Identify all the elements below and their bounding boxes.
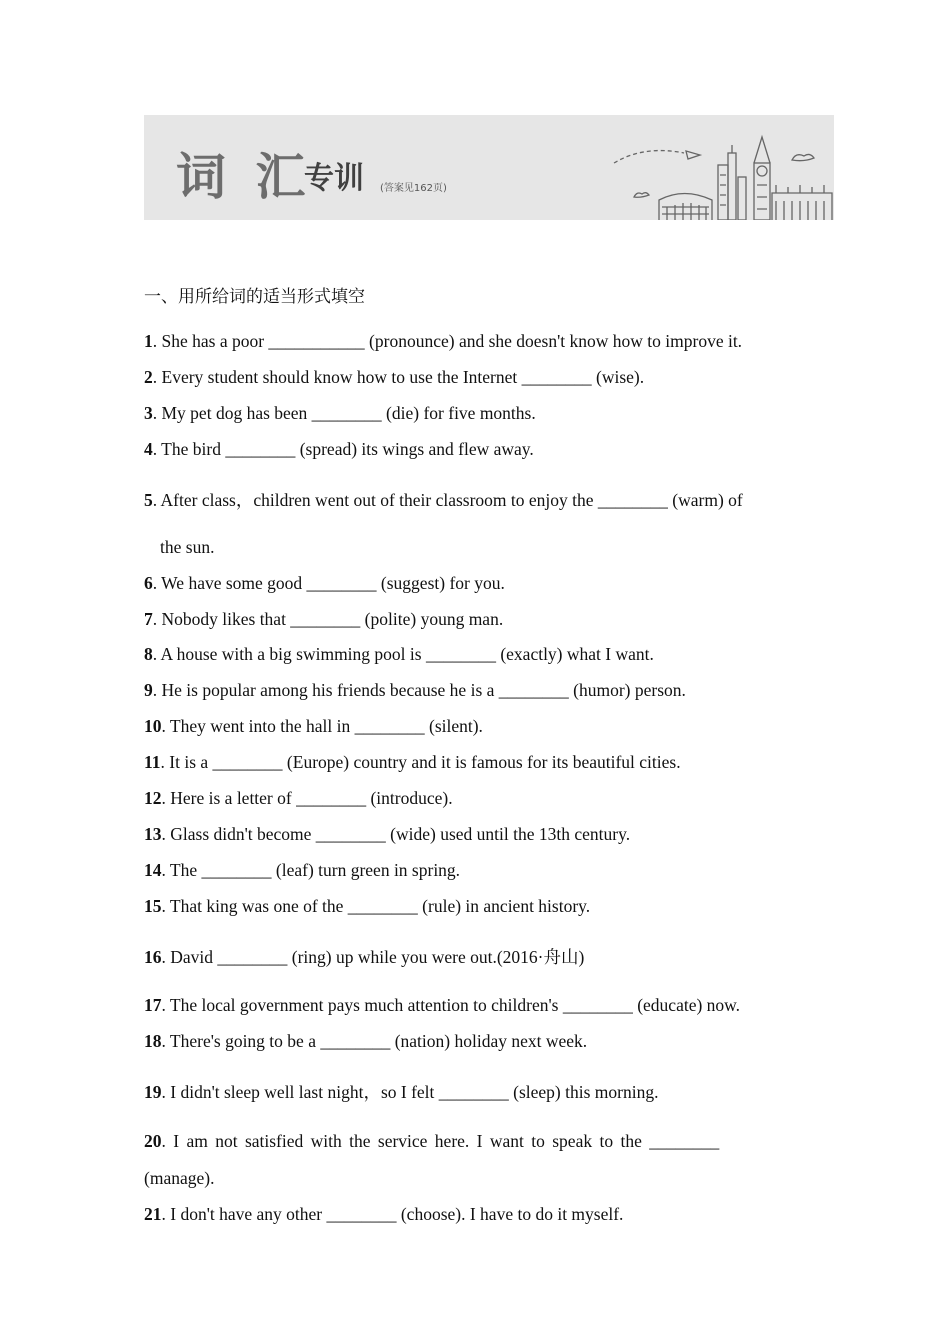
question-17 bbox=[144, 993, 810, 1017]
header-banner bbox=[144, 115, 834, 220]
question-text: . Glass didn't become ________ (wide) used until the 13th century. bbox=[161, 824, 631, 844]
question-text: . It is a ________ (Europe) country and it is famous for its beautiful cities. bbox=[160, 752, 681, 772]
section-title: 一、用所给词的适当形式填空 bbox=[144, 287, 365, 307]
question-4 bbox=[144, 437, 810, 461]
question-19 bbox=[144, 1080, 810, 1104]
question-3 bbox=[144, 401, 810, 425]
question-number: 7 bbox=[144, 609, 153, 629]
question-5 bbox=[144, 488, 810, 512]
question-text: . I don't have any other ________ (choose). I have to do it myself. bbox=[161, 1204, 624, 1224]
question-7 bbox=[144, 607, 810, 631]
question-number: 6 bbox=[144, 573, 153, 593]
question-text: . Every student should know how to use the Internet ________ (wise). bbox=[152, 367, 645, 387]
question-20-continuation: (manage). bbox=[144, 1168, 215, 1188]
question-number: 15 bbox=[144, 896, 162, 916]
question-number: 1 bbox=[144, 331, 153, 351]
question-number: 18 bbox=[144, 1031, 162, 1051]
question-number: 9 bbox=[144, 680, 153, 700]
question-text: . I didn't sleep well last night，so I felt ________ (sleep) this morning. bbox=[161, 1082, 659, 1102]
question-12 bbox=[144, 786, 810, 810]
question-text: . A house with a big swimming pool is ________ (exactly) what I want. bbox=[152, 644, 654, 664]
question-number: 4 bbox=[144, 439, 153, 459]
question-number: 14 bbox=[144, 860, 162, 880]
question-18 bbox=[144, 1029, 810, 1053]
question-13 bbox=[144, 822, 810, 846]
question-text: . After class，children went out of their classroom to enjoy the ________ (warm) of bbox=[152, 490, 743, 510]
question-15 bbox=[144, 894, 810, 918]
question-text: . The local government pays much attention to children's ________ (educate) now. bbox=[161, 995, 741, 1015]
banner-subtitle: 专训 bbox=[304, 161, 364, 196]
question-text: . She has a poor ___________ (pronounce) and she doesn't know how to improve it. bbox=[152, 331, 743, 351]
question-number: 8 bbox=[144, 644, 153, 664]
question-number: 17 bbox=[144, 995, 162, 1015]
question-number: 2 bbox=[144, 367, 153, 387]
question-number: 21 bbox=[144, 1204, 162, 1224]
question-5-continuation: the sun. bbox=[160, 537, 215, 557]
question-text: . I am not satisfied with the service here. I want to speak to the ________ bbox=[161, 1131, 720, 1151]
question-number: 19 bbox=[144, 1082, 162, 1102]
question-9 bbox=[144, 678, 810, 702]
banner-title: 词 汇 bbox=[176, 147, 312, 206]
question-text: . Nobody likes that ________ (polite) young man. bbox=[152, 609, 504, 629]
question-16 bbox=[144, 945, 810, 969]
question-11 bbox=[144, 750, 810, 774]
question-2 bbox=[144, 365, 810, 389]
question-text: . The bird ________ (spread) its wings and flew away. bbox=[152, 439, 534, 459]
question-text: . Here is a letter of ________ (introduce). bbox=[161, 788, 453, 808]
question-text: . There's going to be a ________ (nation) holiday next week. bbox=[161, 1031, 588, 1051]
question-text: . That king was one of the ________ (rule) in ancient history. bbox=[161, 896, 591, 916]
question-1 bbox=[144, 329, 810, 353]
question-text: . My pet dog has been ________ (die) for five months. bbox=[152, 403, 536, 423]
question-number: 10 bbox=[144, 716, 162, 736]
banner-answer-note: (答案见162页) bbox=[380, 183, 447, 194]
question-text: . They went into the hall in ________ (silent). bbox=[161, 716, 483, 736]
question-number: 3 bbox=[144, 403, 153, 423]
question-21 bbox=[144, 1202, 810, 1226]
question-10 bbox=[144, 714, 810, 738]
question-8 bbox=[144, 642, 810, 666]
question-number: 13 bbox=[144, 824, 162, 844]
question-14 bbox=[144, 858, 810, 882]
question-text: . We have some good ________ (suggest) for you. bbox=[152, 573, 505, 593]
question-text: . The ________ (leaf) turn green in spring. bbox=[161, 860, 461, 880]
question-text: . He is popular among his friends because he is a ________ (humor) person. bbox=[152, 680, 686, 700]
question-number: 16 bbox=[144, 947, 162, 967]
question-number: 20 bbox=[144, 1131, 162, 1151]
question-6 bbox=[144, 571, 810, 595]
question-number: 5 bbox=[144, 490, 153, 510]
question-text: . David ________ (ring) up while you were out.(2016·舟山) bbox=[161, 947, 585, 967]
question-20 bbox=[144, 1129, 810, 1153]
question-number: 11 bbox=[144, 752, 161, 772]
city-skyline-illustration bbox=[604, 115, 834, 220]
question-number: 12 bbox=[144, 788, 162, 808]
